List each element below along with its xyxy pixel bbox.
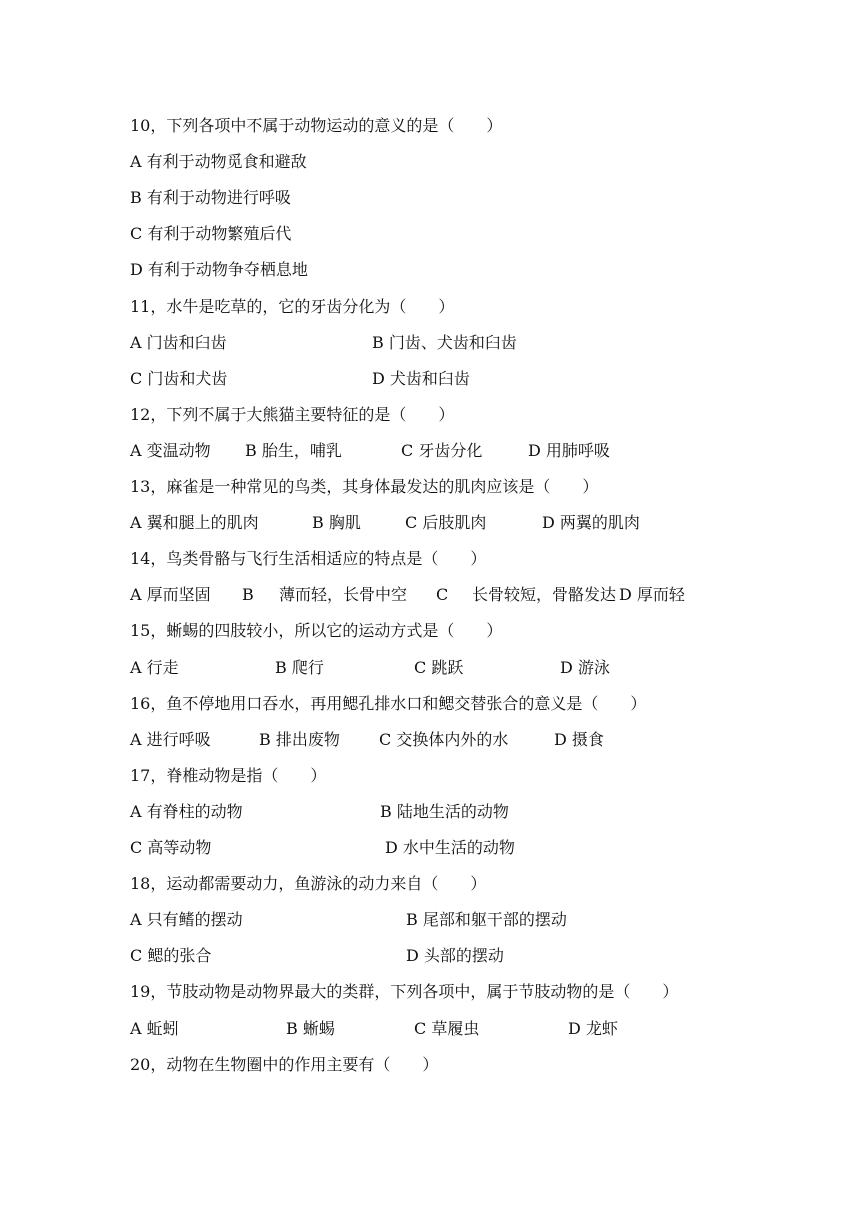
answer-option: B 门齿、犬齿和臼齿 [372,332,517,352]
question-stem: 12，下列不属于大熊猫主要特征的是（ ） [130,404,455,424]
answer-option: B 陆地生活的动物 [380,801,509,821]
question-stem: 13，麻雀是一种常见的鸟类，其身体最发达的肌肉应该是（ ） [130,477,599,496]
answer-option: C 交换体内外的水 [379,729,509,749]
answer-option: A 门齿和臼齿 [130,332,227,352]
answer-option: C 草履虫 [414,1018,480,1038]
answer-option: C 鳃的张合 [130,946,212,966]
answer-option: 薄而轻，长骨中空 [279,585,408,605]
answer-option: C 高等动物 [130,838,212,857]
question-stem: 18，运动都需要动力，鱼游泳的动力来自（ ） [130,874,487,894]
question-stem: 19，节肢动物是动物界最大的类群，下列各项中，属于节肢动物的是（ ） [130,982,679,1002]
answer-option: D 游泳 [560,657,610,677]
answer-option: A 只有鳍的摆动 [130,910,243,930]
question-stem: 17，脊椎动物是指（ ） [130,765,327,785]
answer-option: D 两翼的肌肉 [542,513,640,533]
answer-option: B [242,585,254,605]
question-stem: 11，水牛是吃草的，它的牙齿分化为（ ） [130,296,455,316]
answer-option: C 牙齿分化 [401,440,483,460]
answer-option: D 水中生活的动物 [385,838,515,857]
answer-option: D 厚而轻 [619,585,685,605]
answer-option: B 爬行 [275,657,324,677]
answer-option: D 头部的摆动 [406,946,504,966]
question-stem: 15，蜥蜴的四肢较小，所以它的运动方式是（ ） [130,621,503,641]
answer-option: C 后肢肌肉 [405,513,487,533]
answer-option: D 龙虾 [568,1018,618,1038]
question-stem: 14，鸟类骨骼与飞行生活相适应的特点是（ ） [130,549,487,569]
question-stem: 16，鱼不停地用口吞水，再用鳃孔排水口和鳃交替张合的意义是（ ） [130,693,647,713]
answer-option: A 变温动物 [130,440,211,460]
answer-option: A 有利于动物觅食和避敌 [130,152,307,172]
question-stem: 10，下列各项中不属于动物运动的意义的是（ ） [130,116,503,135]
answer-option: A 翼和腿上的肌肉 [130,513,259,533]
answer-option: D 犬齿和臼齿 [372,368,470,388]
answer-option: C [436,585,449,605]
answer-option: B 蜥蜴 [286,1018,335,1038]
answer-option: 长骨较短，骨骼发达 [472,585,617,605]
answer-option: C 跳跃 [414,657,464,677]
answer-option: B 胸肌 [312,513,361,533]
answer-option: A 进行呼吸 [130,729,211,749]
answer-option: A 行走 [130,657,179,677]
answer-option: B 排出废物 [259,729,340,749]
answer-option: C 有利于动物繁殖后代 [130,224,292,244]
answer-option: A 蚯蚓 [130,1018,179,1038]
answer-option: A 有脊柱的动物 [130,801,243,821]
question-stem: 20，动物在生物圈中的作用主要有（ ） [130,1054,439,1074]
answer-option: B 有利于动物进行呼吸 [130,188,291,208]
answer-option: A 厚而坚固 [130,585,211,605]
answer-option: C 门齿和犬齿 [130,368,228,388]
answer-option: B 尾部和躯干部的摆动 [406,910,567,930]
answer-option: B 胎生，哺乳 [245,440,342,460]
answer-option: D 有利于动物争夺栖息地 [130,260,308,280]
answer-option: D 用肺呼吸 [528,440,610,460]
answer-option: D 摄食 [554,729,604,749]
